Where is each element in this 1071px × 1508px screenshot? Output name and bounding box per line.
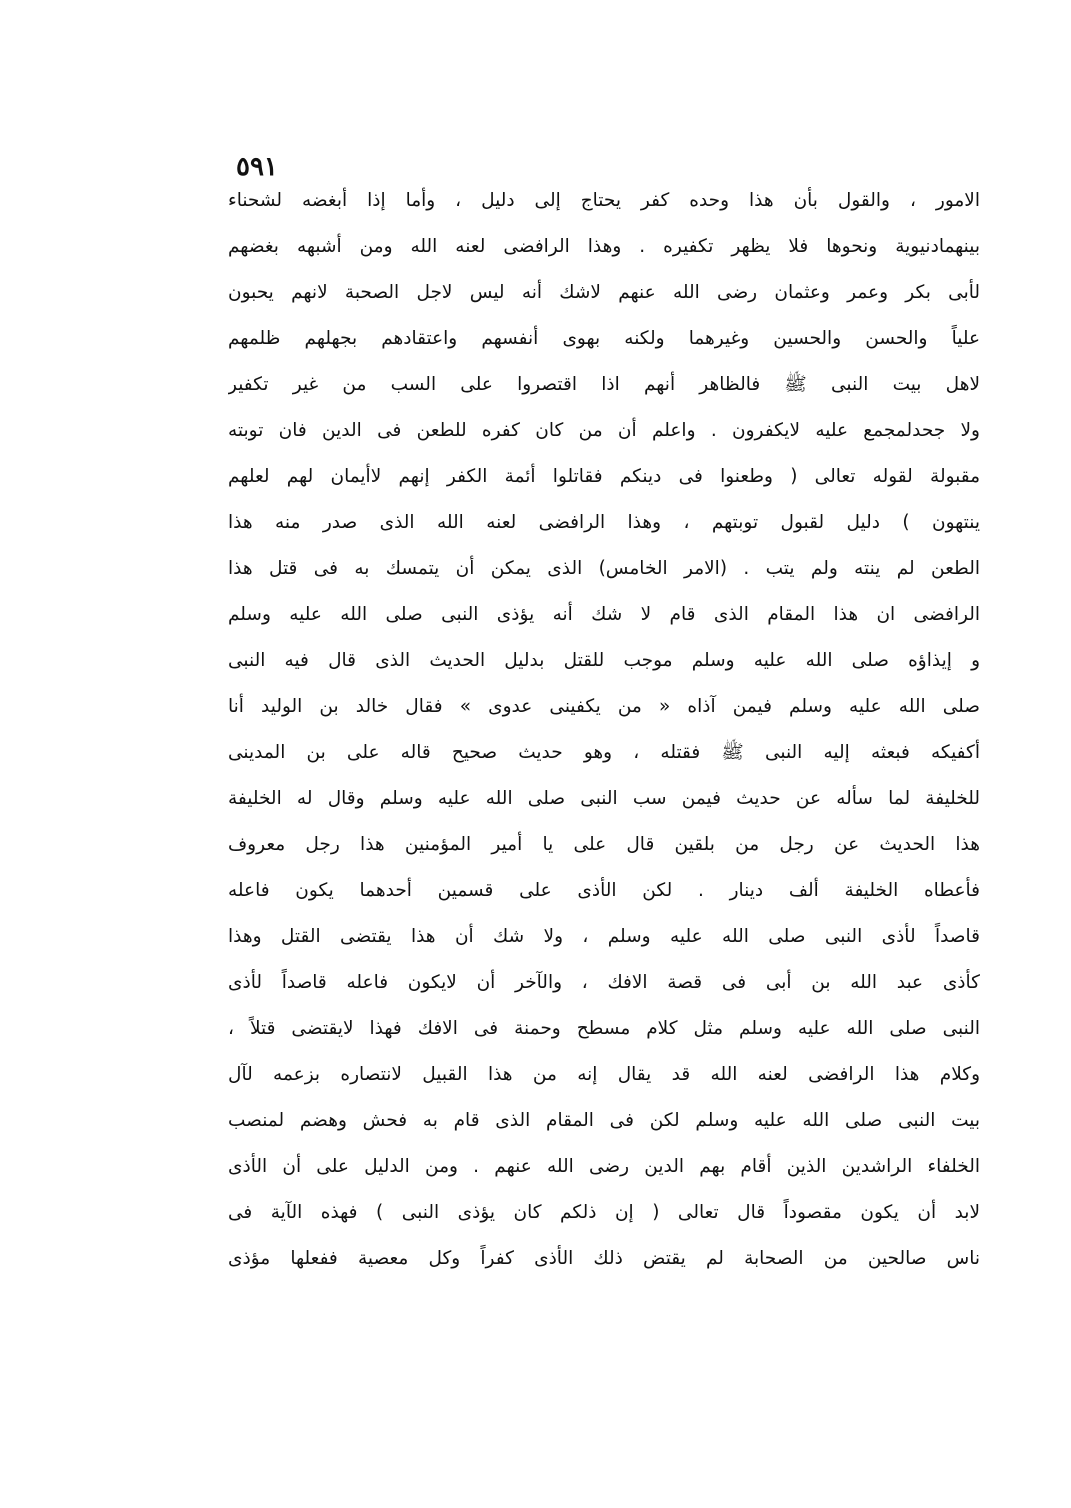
- text-line: النبى صلى الله عليه وسلم مثل كلام مسطح وحمنة فى الافك فهذا لايقتضى قتلاً ،: [228, 1018, 980, 1039]
- text-line: لاهل بيت النبى ﷺ فالظاهر أنهم اذا اقتصروا على السب من غير تكفير: [228, 374, 980, 395]
- text-line: قاصداً لأذى النبى صلى الله عليه وسلم ، ولا شك أن هذا يقتضى القتل وهذا: [228, 926, 980, 947]
- text-line: و إيذاؤه صلى الله عليه وسلم موجب للقتل بدليل الحديث الذى قال فيه النبى: [228, 650, 980, 671]
- text-line: ناس صالحين من الصحابة لم يقتض ذلك الأذى كفراً وكل معصية ففعلها مؤذى: [228, 1248, 980, 1269]
- text-line: بيت النبى صلى الله عليه وسلم لكن فى المقام الذى قام به فحش وهضم لمنصب: [228, 1110, 980, 1131]
- text-line: للخليفة لما سأله عن حديث فيمن سب النبى صلى الله عليه وسلم وقال له الخليفة: [228, 788, 980, 809]
- text-line: صلى الله عليه وسلم فيمن آذاه « من يكفينى عدوى » فقال خالد بن الوليد أنا: [228, 696, 980, 717]
- text-line: لابد أن يكون مقصوداً قال تعالى ( إن ذلكم كان يؤذى النبى ) فهذه الآية فى: [228, 1202, 980, 1223]
- text-line: ولا جحدلمجمع عليه لايكفرون . واعلم أن من كان كفره للطعن فى الدين فان توبته: [228, 420, 980, 441]
- page-number: ٥٩١: [236, 152, 278, 182]
- text-line: أكفيكه فبعثه إليه النبى ﷺ فقتله ، وهو حديث صحيح قاله على بن المدينى: [228, 742, 980, 763]
- text-line: علياً والحسن والحسين وغيرهما ولكنه بهوى أنفسهم واعتقادهم بجهلهم ظلمهم: [228, 328, 980, 349]
- text-line: الرافضى ان هذا المقام الذى قام لا شك أنه يؤذى النبى صلى الله عليه وسلم: [228, 604, 980, 625]
- text-line: مقبولة لقوله تعالى ( وطعنوا فى دينكم فقاتلوا أئمة الكفر إنهم لاأيمان لهم لعلهم: [228, 466, 980, 487]
- text-line: وكلام هذا الرافضى لعنه الله قد يقال إنه من هذا القبيل لانتصاره بزعمه لآل: [228, 1064, 980, 1085]
- text-line: هذا الحديث عن رجل من بلقين قال على يا أمير المؤمنين هذا رجل معروف: [228, 834, 980, 855]
- text-line: فأعطاه الخليفة ألف دينار . لكن الأذى على قسمين أحدهما يكون فاعله: [228, 880, 980, 901]
- text-line: الامور ، والقول بأن هذا وحده كفر يحتاج إلى دليل ، وأما إذا أبغضه لشحناء: [228, 190, 980, 211]
- text-line: لأبى بكر وعمر وعثمان رضى الله عنهم لاشك أنه ليس لاجل الصحبة لانهم يحبون: [228, 282, 980, 303]
- text-line: بينهمادنيوية ونحوها فلا يظهر تكفيره . وهذا الرافضى لعنه الله ومن أشبهه بغضهم: [228, 236, 980, 257]
- body-text: [228, 178, 980, 1282]
- text-line: كأذى عبد الله بن أبى فى قصة الافك ، والآخر أن لايكون فاعله قاصداً لأذى: [228, 972, 980, 993]
- text-line: الخلفاء الراشدين الذين أقام بهم الدين رضى الله عنهم . ومن الدليل على أن الأذى: [228, 1156, 980, 1177]
- text-line: ينتهون ) دليل لقبول توبتهم ، وهذا الرافضى لعنه الله الذى صدر منه هذا: [228, 512, 980, 533]
- text-line: الطعن لم ينته ولم يتب . (الامر الخامس) الذى يمكن أن يتمسك به فى قتل هذا: [228, 558, 980, 579]
